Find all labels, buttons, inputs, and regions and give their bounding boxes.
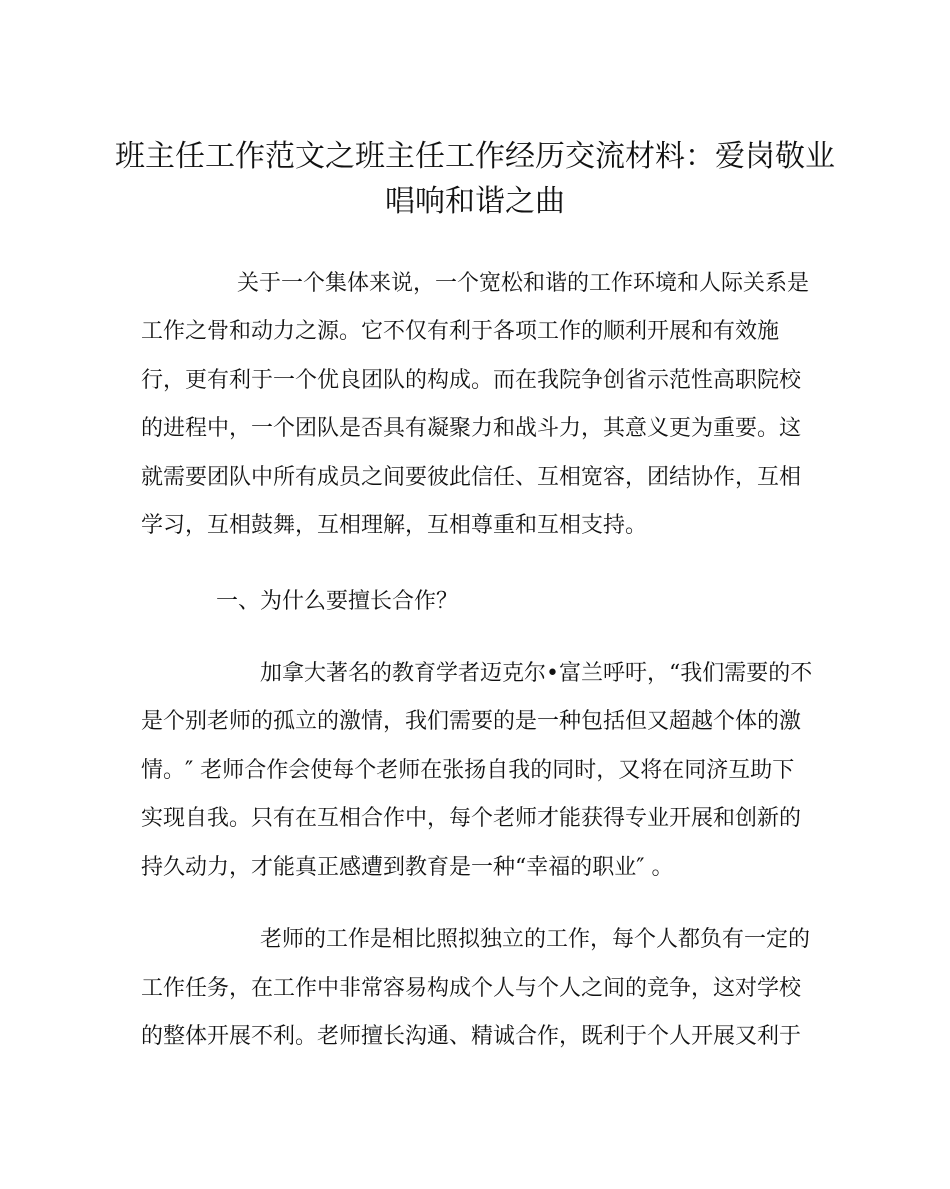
paragraph-3-line-4: 实现自我。只有在互相合作中，每个老师才能获得专业开展和创新的: [141, 806, 802, 831]
section-heading-text: 一、为什么要擅长合作？: [216, 589, 459, 614]
document-title-line-1: 班主任工作范文之班主任工作经历交流材料：爱岗敬业: [115, 139, 835, 174]
paragraph-3-line-1: 加拿大著名的教育学者迈克尔•富兰呼吁，“我们需要的不: [260, 661, 813, 686]
document-title-line-2: 唱响和谐之曲: [385, 184, 565, 219]
paragraph-3-line-3: 情。″ 老师合作会使每个老师在张扬自我的同时，又将在同济互助下: [141, 758, 795, 783]
paragraph-1-line-1: 关于一个集体来说，一个宽松和谐的工作环境和人际关系是: [237, 271, 810, 296]
paragraph-1-line-3: 行，更有利于一个优良团队的构成。而在我院争创省示范性高职院校: [141, 368, 802, 393]
paragraph-1-line-6: 学习，互相鼓舞，互相理解，互相尊重和互相支持。: [141, 513, 648, 538]
paragraph-3-line-5: 持久动力，才能真正感遭到教育是一种“幸福的职业″ 。: [141, 855, 674, 880]
paragraph-1-line-5: 就需要团队中所有成员之间要彼此信任、互相宽容，团结协作，互相: [141, 465, 802, 490]
paragraph-1-line-4: 的进程中，一个团队是否具有凝聚力和战斗力，其意义更为重要。这: [141, 416, 802, 441]
paragraph-1-line-2: 工作之骨和动力之源。它不仅有利于各项工作的顺利开展和有效施: [141, 319, 780, 344]
paragraph-4-line-2: 工作任务，在工作中非常容易构成个人与个人之间的竞争，这对学校: [141, 976, 802, 1001]
paragraph-3-line-2: 是个别老师的孤立的激情，我们需要的是一种包括但又超越个体的激: [141, 709, 802, 734]
paragraph-4-line-1: 老师的工作是相比照拟独立的工作，每个人都负有一定的: [260, 927, 811, 952]
paragraph-4-line-3: 的整体开展不利。老师擅长沟通、精诚合作，既利于个人开展又利于: [141, 1024, 802, 1049]
